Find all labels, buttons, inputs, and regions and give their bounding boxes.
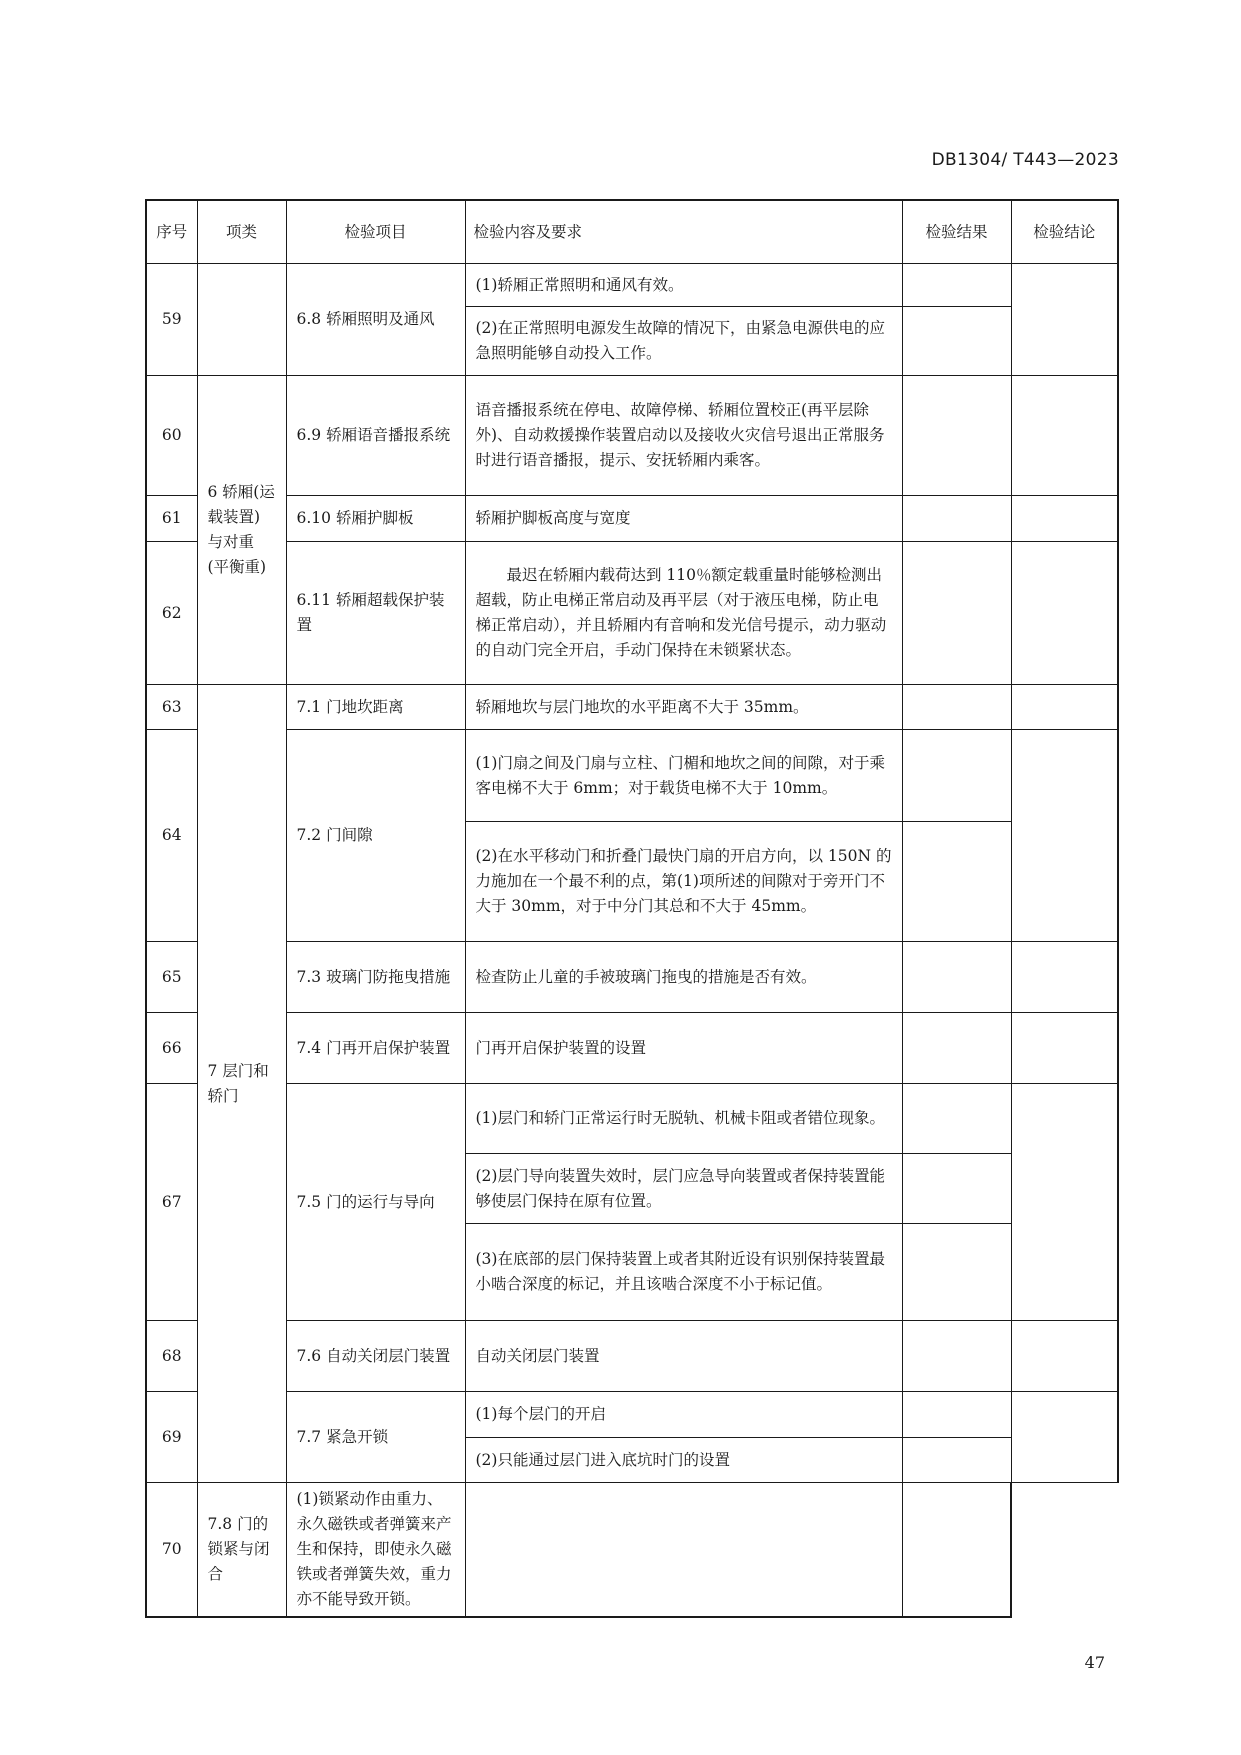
category-7: 7 层门和轿门 xyxy=(197,685,286,1483)
requirement: (1)锁紧动作由重力、永久磁铁或者弹簧来产生和保持，即使永久磁铁或者弹簧失效，重力亦不能导致开锁。 xyxy=(286,1483,465,1618)
row-no: 65 xyxy=(146,942,197,1013)
row-no: 66 xyxy=(146,1013,197,1084)
header-category: 项类 xyxy=(197,200,286,264)
result-cell xyxy=(902,730,1011,822)
result-cell xyxy=(902,942,1011,1013)
result-cell xyxy=(902,1154,1011,1224)
conclusion-cell xyxy=(1011,730,1118,942)
conclusion-cell xyxy=(1011,1392,1118,1483)
header-item: 检验项目 xyxy=(286,200,465,264)
result-cell xyxy=(902,264,1011,307)
row-no: 59 xyxy=(146,264,197,376)
result-cell xyxy=(902,307,1011,376)
table-row xyxy=(146,1321,1118,1392)
result-cell xyxy=(902,822,1011,942)
row-no: 70 xyxy=(146,1483,197,1618)
requirement: (2)在正常照明电源发生故障的情况下，由紧急电源供电的应急照明能够自动投入工作。 xyxy=(465,307,902,376)
inspection-table xyxy=(145,199,1119,1618)
inspection-item: 7.5 门的运行与导向 xyxy=(286,1084,465,1321)
row-no: 63 xyxy=(146,685,197,730)
table-row xyxy=(146,496,1118,542)
row-no: 61 xyxy=(146,496,197,542)
requirement: 语音播报系统在停电、故障停梯、轿厢位置校正(再平层除外)、自动救援操作装置启动以及接收火灾信号退出正常服务时进行语音播报，提示、安抚轿厢内乘客。 xyxy=(465,376,902,496)
row-no: 68 xyxy=(146,1321,197,1392)
requirement: 自动关闭层门装置 xyxy=(465,1321,902,1392)
table-row xyxy=(146,1013,1118,1084)
table-row xyxy=(146,542,1118,685)
requirement: (1)门扇之间及门扇与立柱、门楣和地坎之间的间隙，对于乘客电梯不大于 6mm；对于载货电梯不大于 10mm。 xyxy=(465,730,902,822)
table-row xyxy=(146,1084,1118,1154)
inspection-item: 7.1 门地坎距离 xyxy=(286,685,465,730)
header-result: 检验结果 xyxy=(902,200,1011,264)
category-cell-empty xyxy=(197,264,286,376)
inspection-item: 6.8 轿厢照明及通风 xyxy=(286,264,465,376)
requirement: (2)只能通过层门进入底坑时门的设置 xyxy=(465,1438,902,1483)
result-cell xyxy=(902,685,1011,730)
requirement: 轿厢地坎与层门地坎的水平距离不大于 35mm。 xyxy=(465,685,902,730)
result-cell xyxy=(902,1392,1011,1438)
conclusion-cell xyxy=(902,1483,1011,1618)
requirement: (1)轿厢正常照明和通风有效。 xyxy=(465,264,902,307)
requirement: (3)在底部的层门保持装置上或者其附近设有识别保持装置最小啮合深度的标记，并且该啮合深度不小于标记值。 xyxy=(465,1224,902,1321)
conclusion-cell xyxy=(1011,542,1118,685)
result-cell xyxy=(902,1224,1011,1321)
table-row xyxy=(146,376,1118,496)
document-code: DB1304/ T443—2023 xyxy=(931,150,1119,170)
inspection-item: 7.6 自动关闭层门装置 xyxy=(286,1321,465,1392)
row-no: 64 xyxy=(146,730,197,942)
category-6: 6 轿厢(运载装置)与对重(平衡重) xyxy=(197,376,286,685)
conclusion-cell xyxy=(1011,496,1118,542)
inspection-item: 6.9 轿厢语音播报系统 xyxy=(286,376,465,496)
inspection-item: 7.8 门的锁紧与闭合 xyxy=(197,1483,286,1618)
table-row xyxy=(146,1483,1118,1618)
conclusion-cell xyxy=(1011,1013,1118,1084)
table-row xyxy=(146,685,1118,730)
header-requirement: 检验内容及要求 xyxy=(465,200,902,264)
table-row xyxy=(146,1392,1118,1438)
requirement: 检查防止儿童的手被玻璃门拖曳的措施是否有效。 xyxy=(465,942,902,1013)
table-header-row xyxy=(146,200,1118,264)
conclusion-cell xyxy=(1011,685,1118,730)
table-row xyxy=(146,942,1118,1013)
result-cell xyxy=(465,1483,902,1618)
conclusion-cell xyxy=(1011,376,1118,496)
conclusion-cell xyxy=(1011,1321,1118,1392)
requirement: 最迟在轿厢内载荷达到 110％额定载重量时能够检测出超载，防止电梯正常启动及再平层（对于液压电梯，防止电梯正常启动），并且轿厢内有音响和发光信号提示，动力驱动的自动门完全开启，手动门保持在未锁紧状态。 xyxy=(465,542,902,685)
conclusion-cell xyxy=(1011,942,1118,1013)
row-no: 62 xyxy=(146,542,197,685)
result-cell xyxy=(902,1438,1011,1483)
row-no: 67 xyxy=(146,1084,197,1321)
conclusion-cell xyxy=(1011,1084,1118,1321)
requirement: 门再开启保护装置的设置 xyxy=(465,1013,902,1084)
requirement: (1)层门和轿门正常运行时无脱轨、机械卡阻或者错位现象。 xyxy=(465,1084,902,1154)
row-no: 69 xyxy=(146,1392,197,1483)
inspection-item: 7.7 紧急开锁 xyxy=(286,1392,465,1483)
requirement: (1)每个层门的开启 xyxy=(465,1392,902,1438)
inspection-item: 7.3 玻璃门防拖曳措施 xyxy=(286,942,465,1013)
requirement: (2)在水平移动门和折叠门最快门扇的开启方向，以 150N 的力施加在一个最不利的点，第(1)项所述的间隙对于旁开门不大于 30mm，对于中分门其总和不大于 45mm。 xyxy=(465,822,902,942)
result-cell xyxy=(902,1321,1011,1392)
conclusion-cell xyxy=(1011,264,1118,376)
table-row xyxy=(146,264,1118,307)
table-row xyxy=(146,730,1118,822)
requirement: 轿厢护脚板高度与宽度 xyxy=(465,496,902,542)
inspection-item: 7.4 门再开启保护装置 xyxy=(286,1013,465,1084)
inspection-item: 7.2 门间隙 xyxy=(286,730,465,942)
result-cell xyxy=(902,376,1011,496)
inspection-item: 6.10 轿厢护脚板 xyxy=(286,496,465,542)
result-cell xyxy=(902,542,1011,685)
header-no: 序号 xyxy=(146,200,197,264)
result-cell xyxy=(902,496,1011,542)
inspection-item: 6.11 轿厢超载保护装置 xyxy=(286,542,465,685)
result-cell xyxy=(902,1013,1011,1084)
header-conclusion: 检验结论 xyxy=(1011,200,1118,264)
requirement: (2)层门导向装置失效时，层门应急导向装置或者保持装置能够使层门保持在原有位置。 xyxy=(465,1154,902,1224)
row-no: 60 xyxy=(146,376,197,496)
page-number: 47 xyxy=(1084,1653,1105,1672)
result-cell xyxy=(902,1084,1011,1154)
